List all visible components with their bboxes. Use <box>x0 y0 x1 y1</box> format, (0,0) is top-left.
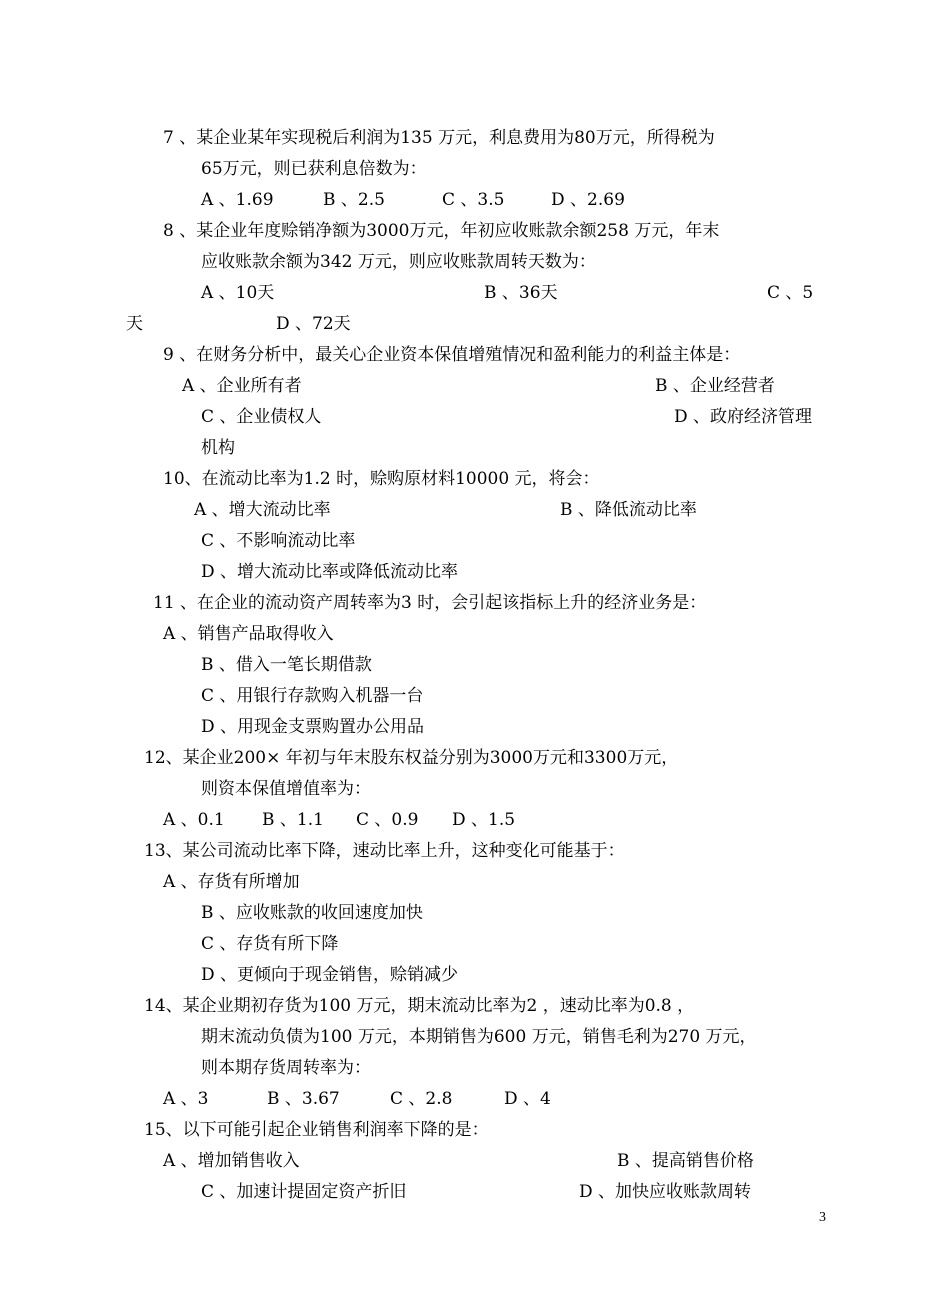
q14-option-b: B 、3.67 <box>267 1089 340 1109</box>
q15-option-b: B 、提高销售价格 <box>617 1151 754 1171</box>
q9-option-c: C 、企业债权人 <box>201 407 322 427</box>
q14-stem-cont: 期末流动负债为100 万元，本期销售为600 万元，销售毛利为270 万元， <box>201 1027 757 1047</box>
q12-option-c: C 、0.9 <box>356 810 419 830</box>
q10-option-a: A 、增大流动比率 <box>194 500 331 520</box>
q13-option-b: B 、应收账款的收回速度加快 <box>201 903 423 923</box>
page-number: 3 <box>819 1210 826 1225</box>
q8-stem-cont: 应收账款余额为342 万元，则应收账款周转天数为： <box>201 252 596 272</box>
q13-option-c: C 、存货有所下降 <box>201 934 339 954</box>
q7-option-c: C 、3.5 <box>442 190 505 210</box>
q14-option-c: C 、2.8 <box>390 1089 453 1109</box>
q9-option-b: B 、企业经营者 <box>655 376 775 396</box>
q14-stem-cont-2: 则本期存货周转率为： <box>201 1058 371 1078</box>
q12-stem-cont: 则资本保值增值率为： <box>201 779 371 799</box>
q8-option-a: A 、10天 <box>201 283 275 303</box>
q7-stem: 7 、某企业某年实现税后利润为135 万元，利息费用为80万元，所得税为 <box>163 128 715 148</box>
q7-stem-cont: 65万元，则已获利息倍数为： <box>201 159 427 179</box>
q12-option-a: A 、0.1 <box>163 810 225 830</box>
q8-stem: 8 、某企业年度赊销净额为3000万元，年初应收账款余额258 万元，年末 <box>163 221 720 241</box>
q11-stem: 11 、在企业的流动资产周转率为3 时，会引起该指标上升的经济业务是： <box>153 593 707 613</box>
q15-option-d: D 、加快应收账款周转 <box>579 1182 752 1202</box>
q11-option-a: A 、销售产品取得收入 <box>163 624 334 644</box>
q7-option-b: B 、2.5 <box>323 190 385 210</box>
q11-option-c: C 、用银行存款购入机器一台 <box>201 686 424 706</box>
q13-option-a: A 、存货有所增加 <box>163 872 300 892</box>
q9-option-d-cont: 机构 <box>201 438 235 458</box>
q10-option-c: C 、不影响流动比率 <box>201 531 356 551</box>
q15-stem: 15、以下可能引起企业销售利润率下降的是： <box>144 1120 489 1140</box>
q10-option-d: D 、增大流动比率或降低流动比率 <box>201 562 459 582</box>
q13-stem: 13、某公司流动比率下降，速动比率上升，这种变化可能基于： <box>144 841 625 861</box>
q15-option-c: C 、加速计提固定资产折旧 <box>201 1182 407 1202</box>
q7-option-a: A 、1.69 <box>201 190 274 210</box>
q14-stem: 14、某企业期初存货为100 万元，期末流动比率为2 ，速动比率为0.8 ， <box>144 996 695 1016</box>
q9-stem: 9 、在财务分析中，最关心企业资本保值增殖情况和盈利能力的利益主体是： <box>163 345 741 365</box>
q12-option-b: B 、1.1 <box>262 810 324 830</box>
q8-option-b: B 、36天 <box>484 283 558 303</box>
q11-option-b: B 、借入一笔长期借款 <box>201 655 372 675</box>
q8-option-c: C 、5 <box>767 283 814 303</box>
q10-option-b: B 、降低流动比率 <box>560 500 697 520</box>
q9-option-d: D 、政府经济管理 <box>674 407 813 427</box>
q9-option-a: A 、企业所有者 <box>182 376 302 396</box>
q15-option-a: A 、增加销售收入 <box>163 1151 300 1171</box>
q14-option-a: A 、3 <box>163 1089 209 1109</box>
q10-stem: 10、在流动比率为1.2 时，赊购原材料10000 元，将会： <box>163 469 600 489</box>
q8-option-c-cont: 天 <box>126 314 143 334</box>
q8-option-d: D 、72天 <box>276 314 351 334</box>
q11-option-d: D 、用现金支票购置办公用品 <box>201 717 425 737</box>
q14-option-d: D 、4 <box>504 1089 551 1109</box>
q7-option-d: D 、2.69 <box>551 190 625 210</box>
q13-option-d: D 、更倾向于现金销售，赊销减少 <box>201 965 459 985</box>
q12-stem: 12、某企业200× 年初与年末股东权益分别为3000万元和3300万元， <box>144 748 679 768</box>
q12-option-d: D 、1.5 <box>452 810 516 830</box>
